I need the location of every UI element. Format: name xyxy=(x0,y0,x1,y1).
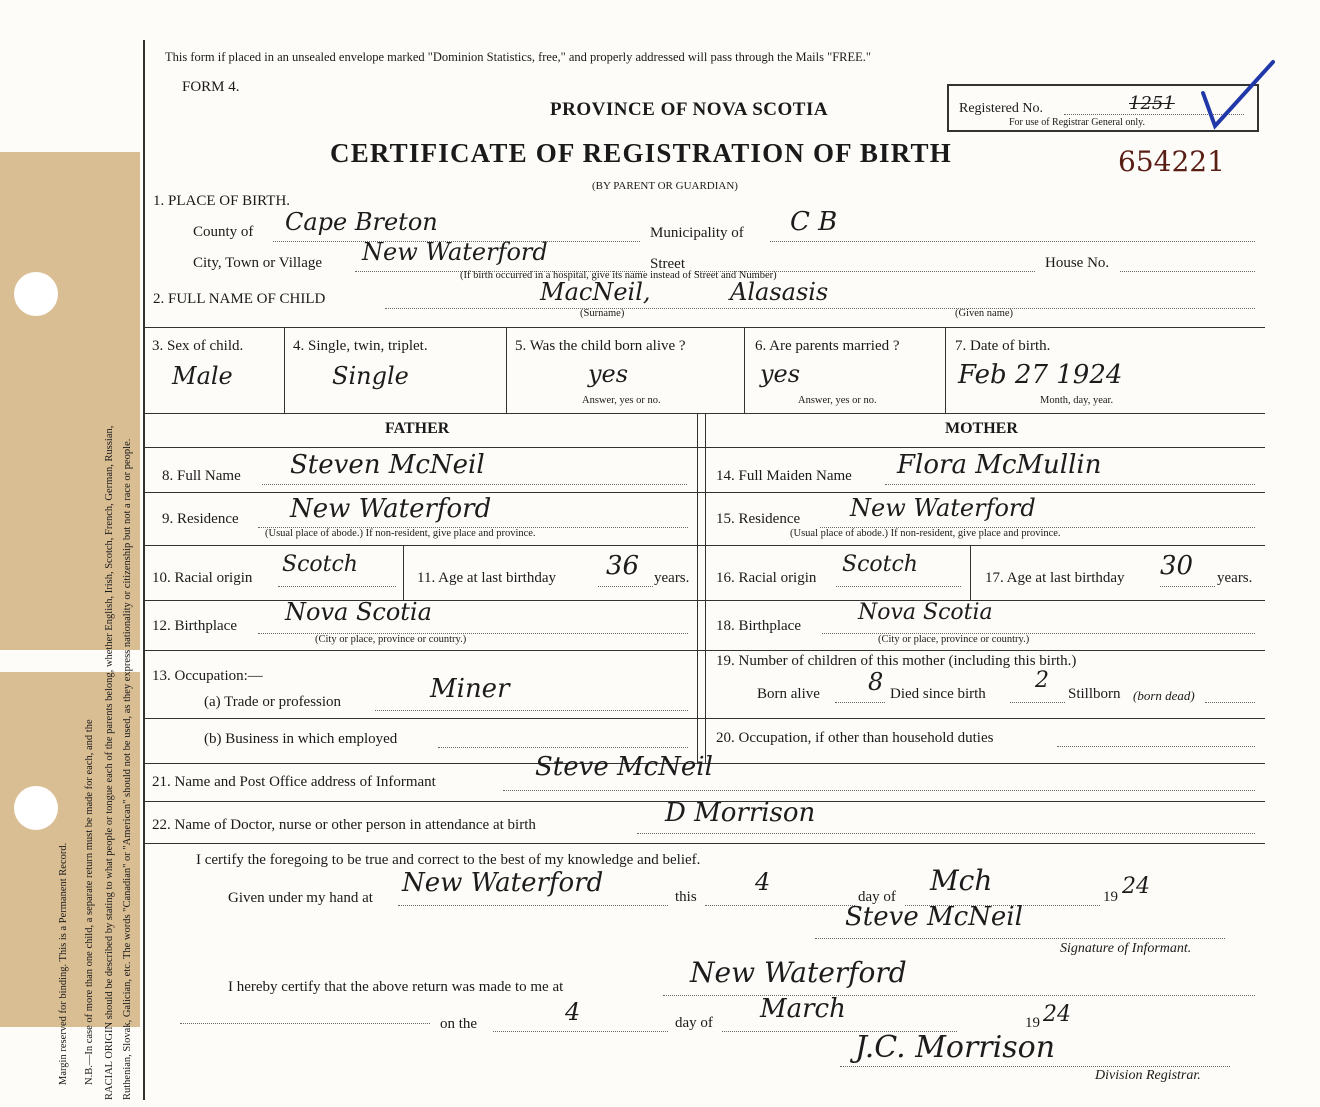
municipality-value: C B xyxy=(790,207,838,237)
hospital-note: (If birth occurred in a hospital, give its name instead of Street and Number) xyxy=(460,270,777,281)
county-label: County of xyxy=(193,224,254,240)
father-business-label: (b) Business in which employed xyxy=(204,731,398,747)
informant-label: 21. Name and Post Office address of Informant xyxy=(152,774,436,790)
on-the-label: on the xyxy=(440,1016,478,1032)
registrar-signature: J.C. Morrison xyxy=(855,1030,1056,1065)
given-month-value: Mch xyxy=(930,864,993,897)
father-name-label: 8. Full Name xyxy=(162,468,241,484)
mail-notice: This form if placed in an unsealed envelope marked "Dominion Statistics, free," and properly addressed will pass through the Mails "FREE." xyxy=(165,50,872,64)
this-label: this xyxy=(675,889,697,905)
registrar-year-prefix: 19 xyxy=(1025,1015,1040,1031)
father-years: years. xyxy=(654,570,690,586)
dob-value: Feb 27 1924 xyxy=(958,360,1123,390)
stillborn-note: (born dead) xyxy=(1133,688,1195,703)
punch-hole-top xyxy=(14,272,58,316)
father-trade-value: Miner xyxy=(430,674,510,704)
street-label: Street xyxy=(650,256,685,272)
born-alive-value: 8 xyxy=(868,668,884,696)
margin-text-4: Ruthenian, Slovak, Galician, etc. The words "Canadian" or "American" should not be used, as they express nationality or citizenship but not a race or people. xyxy=(122,438,133,1100)
registered-number: 1251 xyxy=(1129,93,1175,114)
registrar-day-of-label: day of xyxy=(675,1015,713,1031)
registered-note: For use of Registrar General only. xyxy=(1009,117,1145,128)
married-note: Answer, yes or no. xyxy=(798,395,877,406)
county-value: Cape Breton xyxy=(285,208,438,236)
mother-res-value: New Waterford xyxy=(850,494,1036,522)
binding-tab-bottom xyxy=(0,672,140,1027)
given-day-of-label: day of xyxy=(858,889,896,905)
mother-name-value: Flora McMullin xyxy=(897,450,1102,480)
alive-label: 5. Was the child born alive ? xyxy=(515,338,686,354)
father-bp-value: Nova Scotia xyxy=(285,598,432,626)
dob-note: Month, day, year. xyxy=(1040,395,1114,406)
house-label: House No. xyxy=(1045,255,1110,271)
form-left-border xyxy=(143,40,145,1100)
given-year-prefix: 19 xyxy=(1103,889,1118,905)
informant-value: Steve McNeil xyxy=(535,752,713,782)
mother-race-label: 16. Racial origin xyxy=(716,570,817,586)
registrar-place-value: New Waterford xyxy=(690,956,907,989)
certificate-title: CERTIFICATE OF REGISTRATION OF BIRTH xyxy=(330,138,952,168)
doctor-label: 22. Name of Doctor, nurse or other person in attendance at birth xyxy=(152,817,536,833)
stillborn-label: Stillborn xyxy=(1068,686,1121,702)
mother-res-label: 15. Residence xyxy=(716,511,801,527)
given-place-value: New Waterford xyxy=(402,868,604,898)
city-label: City, Town or Village xyxy=(193,255,323,271)
registrar-signature-label: Division Registrar. xyxy=(1095,1068,1201,1083)
born-alive-label: Born alive xyxy=(757,686,820,702)
mother-bp-note: (City or place, province or country.) xyxy=(878,634,1030,645)
father-trade-label: (a) Trade or profession xyxy=(204,694,342,710)
margin-text-1: Margin reserved for binding. This is a Permanent Record. xyxy=(58,842,69,1085)
father-race-label: 10. Racial origin xyxy=(152,570,253,586)
given-label: Given under my hand at xyxy=(228,890,373,906)
municipality-label: Municipality of xyxy=(650,225,744,241)
given-day-value: 4 xyxy=(755,868,771,896)
alive-value: yes xyxy=(588,360,629,388)
died-value: 2 xyxy=(1035,668,1049,693)
registrar-text: I hereby certify that the above return was made to me at xyxy=(228,979,564,995)
father-res-label: 9. Residence xyxy=(162,511,239,527)
father-name-value: Steven McNeil xyxy=(290,450,485,480)
surname-note: (Surname) xyxy=(580,308,625,319)
punch-hole-bottom xyxy=(14,786,58,830)
registrar-month-value: March xyxy=(760,994,846,1024)
mother-children-label: 19. Number of children of this mother (including this birth.) xyxy=(716,653,1077,669)
binding-tab-top xyxy=(0,152,140,650)
sex-value: Male xyxy=(172,362,233,390)
father-res-note: (Usual place of abode.) If non-resident, give place and province. xyxy=(265,528,536,539)
city-value: New Waterford xyxy=(362,238,548,266)
certificate-subtitle: (BY PARENT OR GUARDIAN) xyxy=(592,180,738,192)
father-bp-note: (City or place, province or country.) xyxy=(315,634,467,645)
mother-heading: MOTHER xyxy=(945,420,1018,437)
margin-text-2: N.B.—In case of more than one child, a separate return must be made for each, and the xyxy=(84,719,95,1085)
child-given-value: Alasasis xyxy=(730,278,829,306)
check-mark-icon xyxy=(1185,58,1280,133)
died-label: Died since birth xyxy=(890,686,986,702)
mother-years: years. xyxy=(1217,570,1253,586)
child-surname-value: MacNeil, xyxy=(540,278,651,306)
mother-occ-label: 20. Occupation, if other than household duties xyxy=(716,730,994,746)
alive-note: Answer, yes or no. xyxy=(582,395,661,406)
sex-label: 3. Sex of child. xyxy=(152,338,244,354)
father-occ-label: 13. Occupation:— xyxy=(152,668,263,684)
mother-age-value: 30 xyxy=(1160,551,1194,581)
single-label: 4. Single, twin, triplet. xyxy=(293,338,428,354)
mother-age-label: 17. Age at last birthday xyxy=(985,570,1125,586)
place-heading: 1. PLACE OF BIRTH. xyxy=(153,193,291,209)
single-value: Single xyxy=(332,362,409,390)
informant-signature: Steve McNeil xyxy=(845,902,1023,932)
registrar-year-value: 24 xyxy=(1043,1002,1071,1027)
given-note: (Given name) xyxy=(955,308,1014,319)
mother-race-value: Scotch xyxy=(842,552,918,577)
father-age-value: 36 xyxy=(606,551,640,581)
stamp-number: 654221 xyxy=(1118,145,1225,178)
mother-bp-label: 18. Birthplace xyxy=(716,618,801,634)
mother-name-label: 14. Full Maiden Name xyxy=(716,468,852,484)
registered-label: Registered No. xyxy=(959,101,1043,116)
mother-bp-value: Nova Scotia xyxy=(858,600,993,625)
province-heading: PROVINCE OF NOVA SCOTIA xyxy=(550,99,829,120)
given-year-value: 24 xyxy=(1122,874,1150,899)
certify-text: I certify the foregoing to be true and correct to the best of my knowledge and belief. xyxy=(196,852,701,868)
form-number: FORM 4. xyxy=(182,79,240,95)
registrar-day-value: 4 xyxy=(565,998,581,1026)
dob-label: 7. Date of birth. xyxy=(955,338,1051,354)
father-bp-label: 12. Birthplace xyxy=(152,618,237,634)
margin-text-3: RACIAL ORIGIN should be described by stating to what people or tongue each of the parents belong, whether English, Irish, Scotch, French, German, Russian, xyxy=(104,425,115,1100)
married-label: 6. Are parents married ? xyxy=(755,338,900,354)
mother-res-note: (Usual place of abode.) If non-resident, give place and province. xyxy=(790,528,1061,539)
father-heading: FATHER xyxy=(385,420,450,437)
doctor-value: D Morrison xyxy=(665,798,816,828)
father-res-value: New Waterford xyxy=(290,494,492,524)
married-value: yes xyxy=(760,360,801,388)
child-name-label: 2. FULL NAME OF CHILD xyxy=(153,291,326,307)
informant-signature-label: Signature of Informant. xyxy=(1060,941,1192,956)
father-age-label: 11. Age at last birthday xyxy=(417,570,556,586)
father-race-value: Scotch xyxy=(282,552,358,577)
